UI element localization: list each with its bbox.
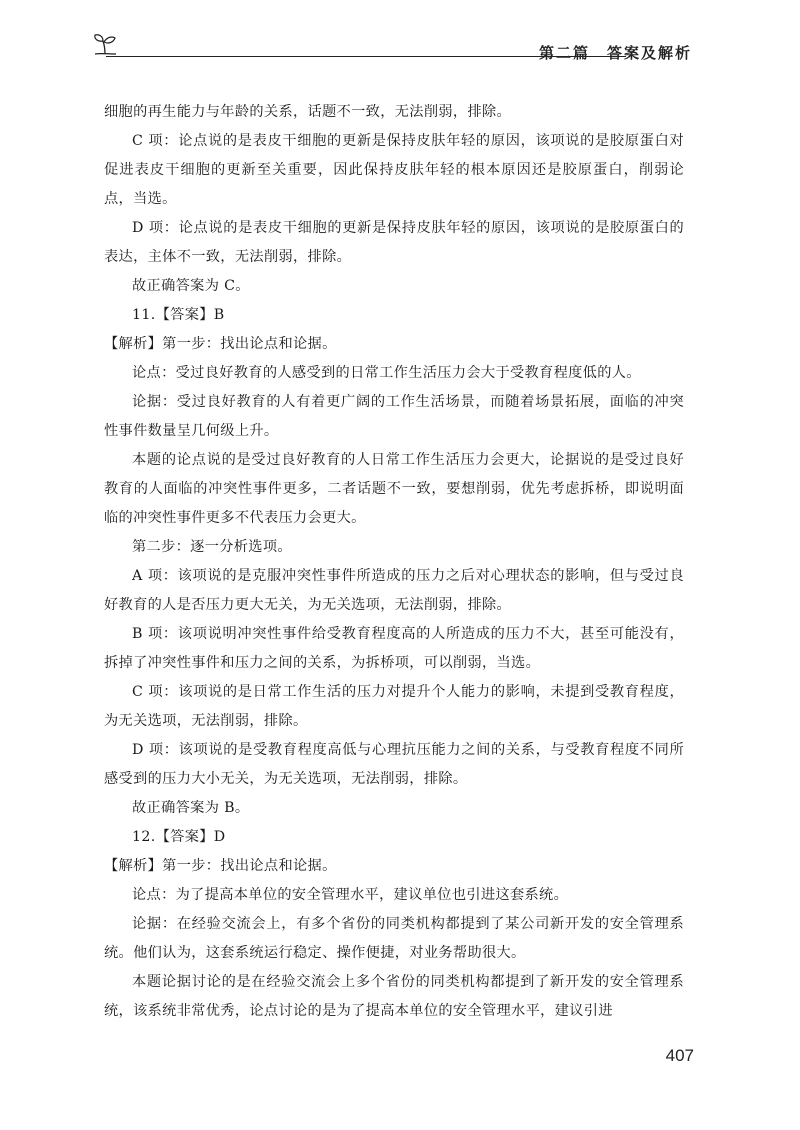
- paragraph: 本题论据讨论的是在经验交流会上多个省份的同类机构都提到了新开发的安全管理系统，该系统非常优秀，论点讨论的是为了提高本单位的安全管理水平，建议引进: [104, 974, 684, 1019]
- paragraph: D 项：该项说的是受教育程度高低与心理抗压能力之间的关系，与受教育程度不同所感受到的压力大小无关，为无关选项，无法削弱，排除。: [104, 742, 684, 787]
- answer-line: 故正确答案为 C。: [132, 278, 250, 294]
- paragraph: 论点：受过良好教育的人感受到的日常工作生活压力会大于受教育程度低的人。: [132, 365, 641, 381]
- answer-line: 故正确答案为 B。: [132, 800, 250, 816]
- section-title: 第二篇 答案及解析: [538, 44, 692, 62]
- question-answer-heading: 12.【答案】D: [132, 829, 226, 845]
- page-header: [92, 30, 692, 70]
- paragraph: C 项：论点说的是表皮干细胞的更新是保持皮肤年轻的原因，该项说的是胶原蛋白对促进表皮干细胞的更新至关重要，因此保持皮肤年轻的根本原因还是胶原蛋白，削弱论点，当选。: [104, 133, 684, 207]
- paragraph: 论据：受过良好教育的人有着更广阔的工作生活场景，而随着场景拓展，面临的冲突性事件数量呈几何级上升。: [104, 394, 684, 439]
- analysis-heading: 【解析】第一步：找出论点和论据。: [104, 858, 337, 874]
- paragraph: 细胞的再生能力与年龄的关系，话题不一致，无法削弱，排除。: [104, 104, 512, 120]
- paragraph: A 项：该项说的是克服冲突性事件所造成的压力之后对心理状态的影响，但与受过良好教育的人是否压力更大无关，为无关选项，无法削弱，排除。: [104, 568, 684, 613]
- sprout-icon: [92, 30, 118, 56]
- paragraph: 论点：为了提高本单位的安全管理水平，建议单位也引进这套系统。: [132, 887, 569, 903]
- paragraph: B 项：该项说明冲突性事件给受教育程度高的人所造成的压力不大，甚至可能没有，拆掉了冲突性事件和压力之间的关系，为拆桥项，可以削弱，当选。: [104, 626, 684, 671]
- page-body: [104, 98, 684, 1026]
- paragraph: D 项：论点说的是表皮干细胞的更新是保持皮肤年轻的原因，该项说的是胶原蛋白的表达，主体不一致，无法削弱，排除。: [104, 220, 684, 265]
- page-number: 407: [665, 1046, 694, 1065]
- question-answer-heading: 11.【答案】B: [132, 307, 225, 323]
- paragraph: 论据：在经验交流会上，有多个省份的同类机构都提到了某公司新开发的安全管理系统。他们认为，这套系统运行稳定、操作便捷，对业务帮助很大。: [104, 916, 684, 961]
- paragraph: 第二步：逐一分析选项。: [132, 539, 292, 555]
- paragraph: 本题的论点说的是受过良好教育的人日常工作生活压力会更大，论据说的是受过良好教育的人面临的冲突性事件更多，二者话题不一致，要想削弱，优先考虑拆桥，即说明面临的冲突性事件更多不代表压力会更大。: [104, 452, 684, 526]
- paragraph: C 项：该项说的是日常工作生活的压力对提升个人能力的影响，未提到受教育程度，为无关选项，无法削弱，排除。: [104, 684, 684, 729]
- analysis-heading: 【解析】第一步：找出论点和论据。: [104, 336, 337, 352]
